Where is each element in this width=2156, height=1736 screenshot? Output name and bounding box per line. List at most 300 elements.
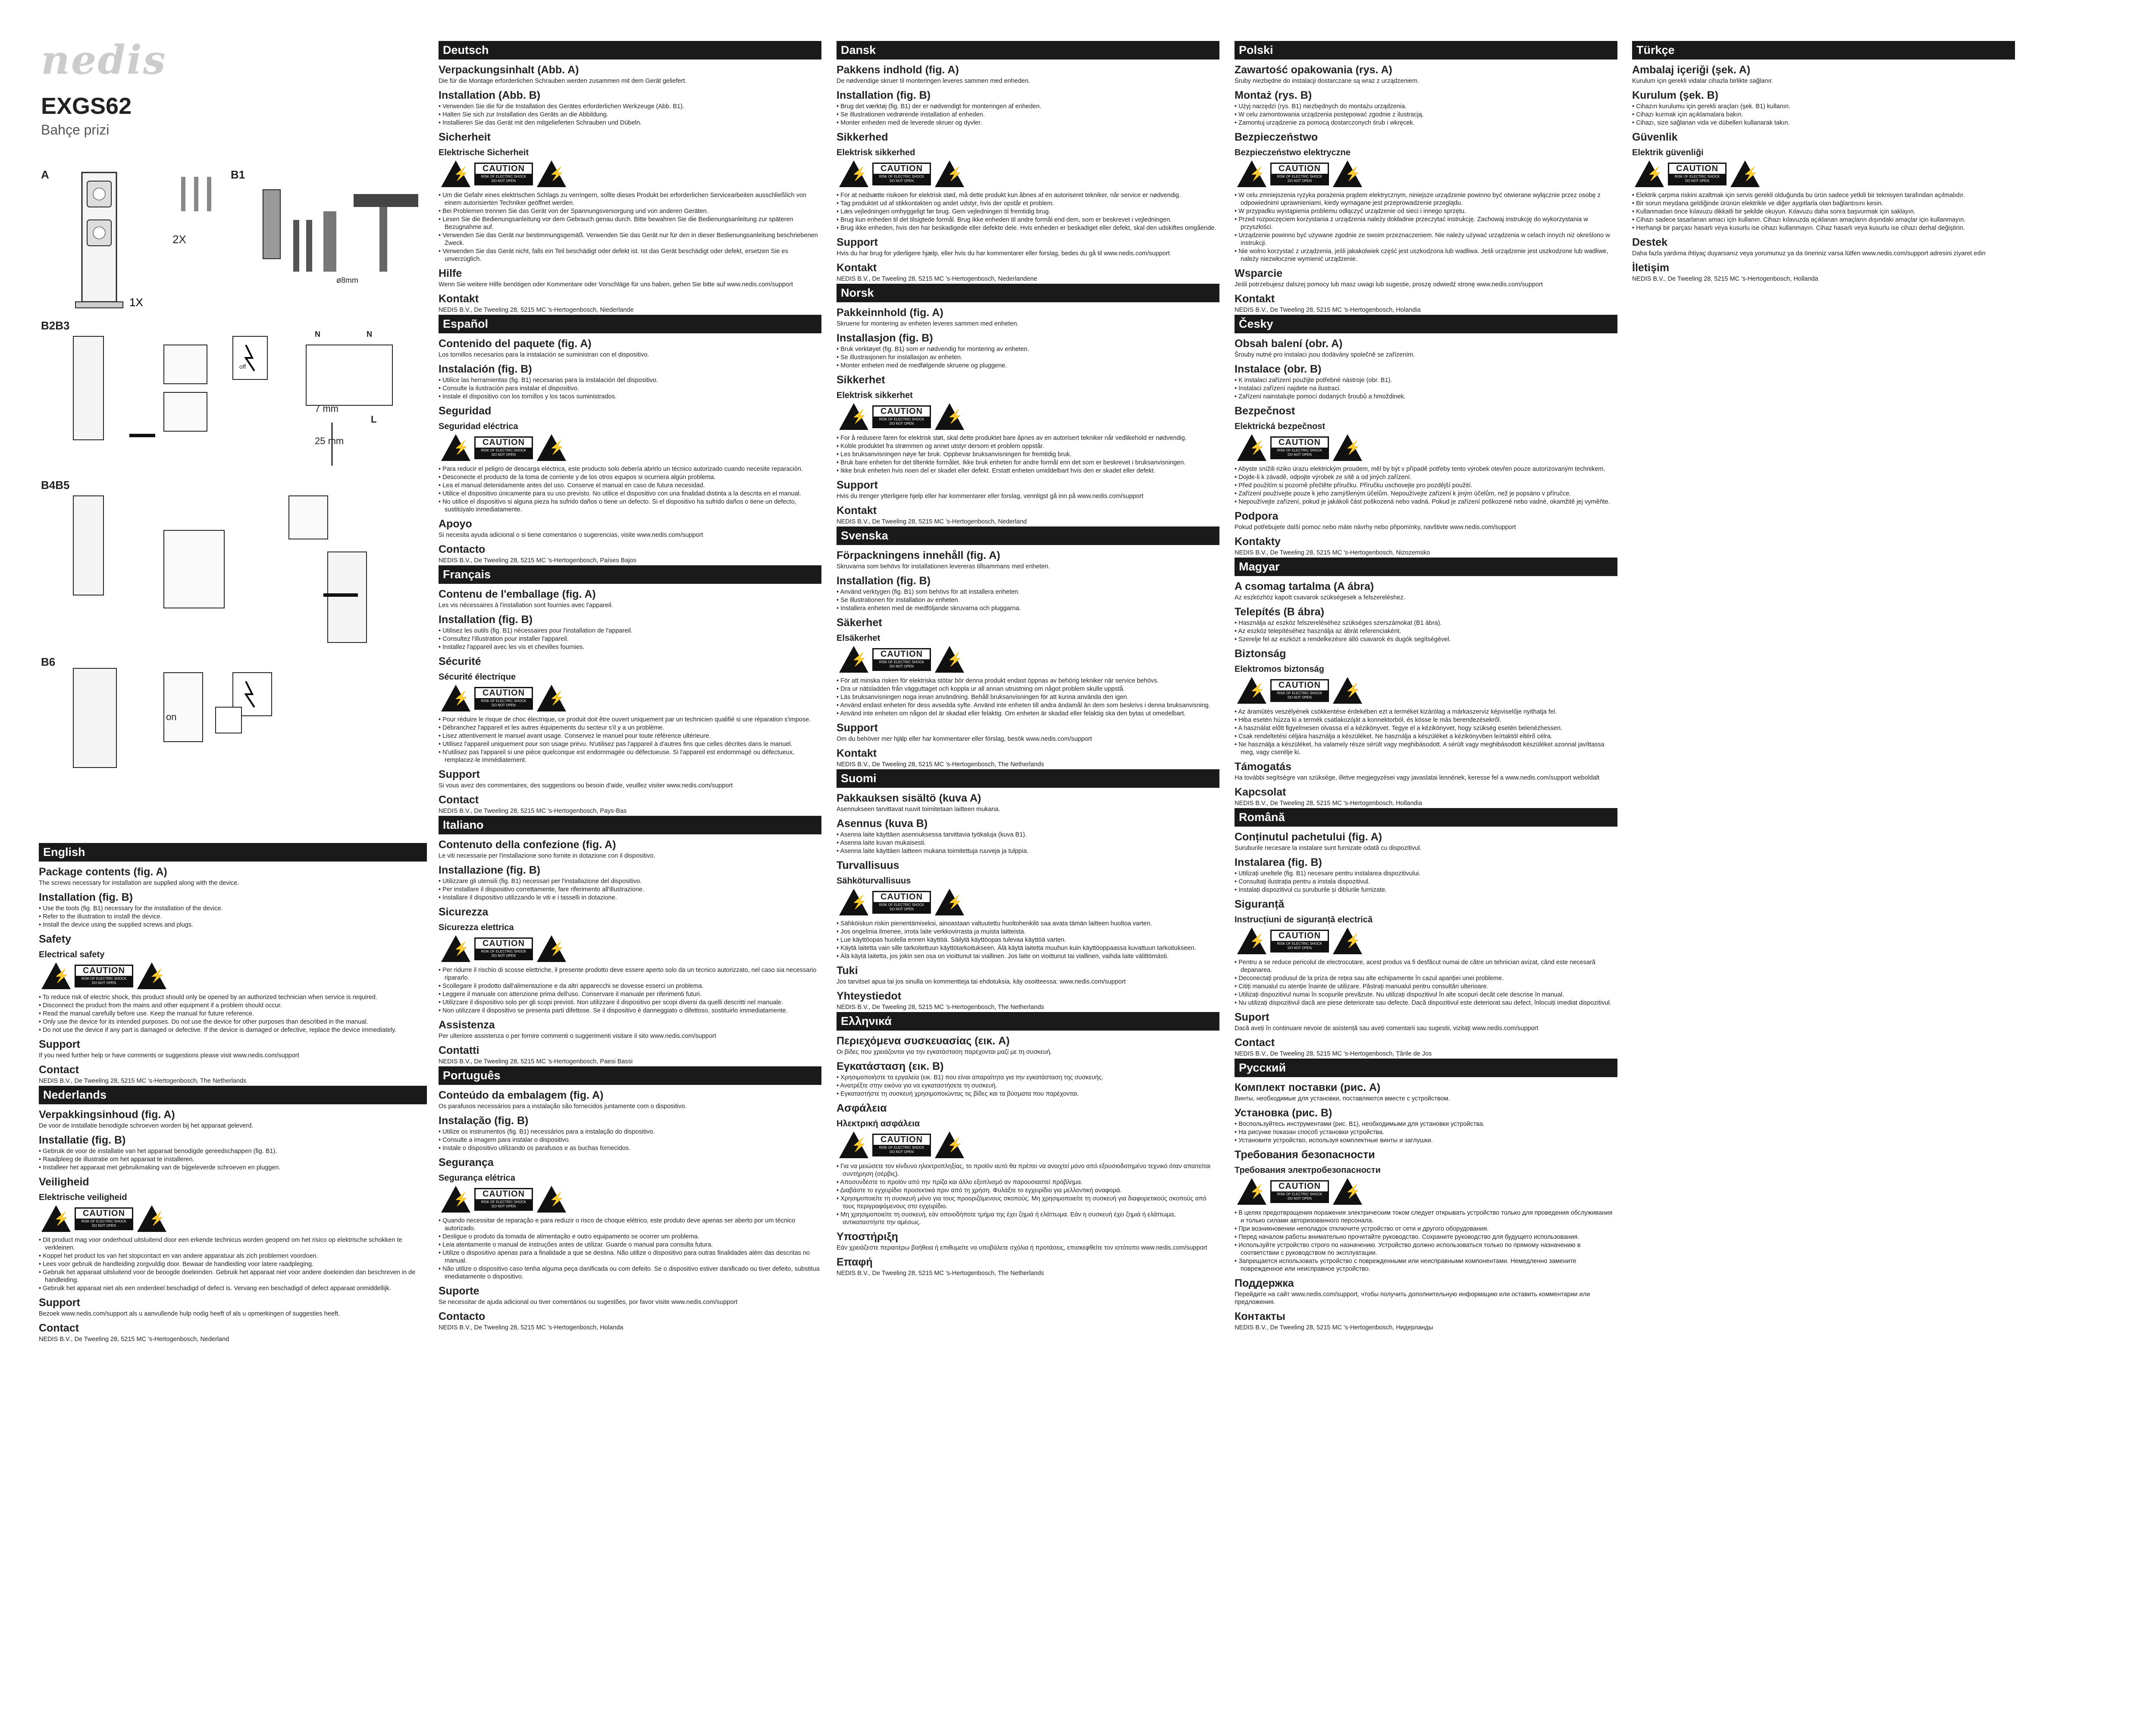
- list-item: • Brug ikke enheden, hvis den har beskadigede eller defekte dele. Hvis enheden er beskadiget eller defekt, skal den udskiftes omgående.: [837, 224, 1219, 232]
- paragraph: NEDIS B.V., De Tweeling 28, 5215 MC 's-Hertogenbosch, Holanda: [439, 1324, 624, 1331]
- list-item: • Disconnect the product from the mains and other equipment if a problem should occur.: [39, 1002, 427, 1009]
- list-item: • Desconecte el producto de la toma de corriente y de los otros equipos si ocurriera algún problema.: [439, 473, 821, 481]
- section-heading: Kapcsolat: [1235, 786, 1286, 798]
- paragraph: Daha fazla yardıma ihtiyaç duyarsanız veya yorumunuz ya da öneriniz varsa lütfen www.nedis.com/support adresini ziyaret edin: [1632, 250, 1986, 257]
- section-heading: Installation (fig. B): [837, 575, 931, 587]
- caution-box: [1270, 679, 1329, 702]
- warning-triangle-icon: ⚡: [1237, 677, 1266, 704]
- section-heading: Support: [39, 1297, 80, 1309]
- figure-label-b2b3: B2B3: [41, 319, 70, 332]
- list-item: • Se illustrasjonen for installasjon av enheten.: [837, 354, 1219, 361]
- figure-label-a: A: [41, 168, 49, 181]
- caution-heading: CAUTION: [1278, 680, 1321, 690]
- list-item: • Bir sorun meydana geldiğinde ürünün elektrikle ve diğer aygıtlarla olan bağlantısını kesin.: [1632, 200, 2015, 207]
- paragraph: Skruvarna som behövs för installationen levereras tillsammans med enheten.: [837, 563, 1050, 570]
- list-item: • Citiți manualul cu atenție înainte de utilizare. Păstrați manualul pentru consultări ulterioare.: [1235, 983, 1617, 990]
- subsection-heading: Sicurezza elettrica: [439, 923, 514, 932]
- list-item: • Installeer het apparaat met gebruikmaking van de bijgeleverde schroeven en pluggen.: [39, 1164, 427, 1172]
- section-heading: Contenu de l'emballage (fig. A): [439, 588, 596, 600]
- warning-triangle-icon: ⚡: [1333, 928, 1362, 954]
- list-item: • Brug det værktøj (fig. B1) der er nødvendigt for monteringen af enheden.: [837, 103, 1219, 110]
- section-heading: Kontakt: [837, 262, 877, 274]
- section-heading: Biztonság: [1235, 648, 1286, 660]
- list-item: • Utilisez l'appareil uniquement pour son usage prévu. N'utilisez pas l'appareil à d'autres fins que celles décrites dans le manuel.: [439, 740, 821, 748]
- caution-label: [41, 1205, 166, 1232]
- list-item: • Utilice las herramientas (fig. B1) necesarias para la instalación del dispositivo.: [439, 376, 821, 384]
- paragraph: NEDIS B.V., De Tweeling 28, 5215 MC 's-Hertogenbosch, Нидерланды: [1235, 1324, 1433, 1331]
- section-heading: Contenuto della confezione (fig. A): [439, 839, 616, 851]
- section-heading: Contact: [439, 794, 479, 806]
- warning-triangle-icon: ⚡: [441, 160, 470, 187]
- section-heading: Conținutul pachetului (fig. A): [1235, 831, 1382, 843]
- language-header: Svenska: [837, 526, 1219, 545]
- caution-line: DO NOT OPEN: [492, 1204, 516, 1208]
- list-item: • Utilizați uneltele (fig. B1) necesare pentru instalarea dispozitivului.: [1235, 870, 1617, 877]
- list-item: • Ανατρέξτε στην εικόνα για να εγκαταστήσετε τη συσκευή.: [837, 1082, 1219, 1090]
- list-item: • W celu zmniejszenia ryzyka porażenia prądem elektrycznym, niniejsze urządzenie powinno być otwierane wyłącznie przez osobę z odpowiednimi uprawnieniami, kiedy wymagane jest przeprowadzenie przeglądu.: [1235, 191, 1617, 207]
- list-item: • For at nedsætte risikoen for elektrisk stød, må dette produkt kun åbnes af en autoriseret tekniker, når service er nødvendig.: [837, 191, 1219, 199]
- list-item: • Nepoužívejte zařízení, pokud je jakákoli část poškozená nebo vadná. Pokud je zařízení poškozené nebo vadné, okamžitě jej vyměňte.: [1235, 498, 1617, 506]
- list-item: • Διαβάστε το εγχειρίδιο προσεκτικά πριν από τη χρήση. Φυλάξτε το εγχειρίδιο για μελλοντική αναφορά.: [837, 1187, 1219, 1194]
- list-item: • Szerelje fel az eszközt a rendelkezésre álló csavarok és dugók segítségével.: [1235, 636, 1617, 643]
- caution-line: RISK OF ELECTRIC SHOCK: [1277, 174, 1322, 179]
- section-heading: Telepítés (B ábra): [1235, 606, 1324, 618]
- figure-b4b5-mounting: [65, 487, 410, 647]
- caution-label: [839, 889, 964, 915]
- language-section: [837, 41, 1219, 283]
- list-item: • Cihazı, size sağlanan vida ve dübelleri kullanarak takın.: [1632, 119, 2015, 127]
- language-header: Italiano: [439, 816, 821, 834]
- section-heading: Sicherheit: [439, 131, 491, 143]
- list-item: • Χρησιμοποιείτε τη συσκευή μόνο για τους προοριζόμενους σκοπούς. Μη χρησιμοποιείτε τη συσκευή για διαφορετικούς σκοπούς από τους περιγραφόμενους στο εγχειρίδιο.: [837, 1195, 1219, 1210]
- section-heading: Säkerhet: [837, 617, 882, 629]
- section-heading: Pakkauksen sisältö (kuva A): [837, 792, 981, 804]
- paragraph: Hvis du har brug for yderligere hjælp, eller hvis du har kommentarer eller forslag, bedes du gå til www.nedis.com/support: [837, 250, 1170, 257]
- language-header: Română: [1235, 808, 1617, 827]
- section-heading: Destek: [1632, 236, 1667, 248]
- list-item: • Läs bruksanvisningen noga innan användning. Behåll bruksanvisningen för att kunna använda den igen.: [837, 693, 1219, 701]
- paragraph: If you need further help or have comments or suggestions please visit www.nedis.com/support: [39, 1052, 299, 1059]
- list-item: • Lees voor gebruik de handleiding zorgvuldig door. Bewaar de handleiding voor latere raadpleging.: [39, 1260, 427, 1268]
- list-item: • Installera enheten med de medföljande skruvarna och pluggarna.: [837, 605, 1219, 612]
- list-item: • На рисунке показан способ установки устройства.: [1235, 1128, 1617, 1136]
- section-heading: Instalación (fig. B): [439, 363, 532, 375]
- section-heading: Contact: [1235, 1037, 1275, 1049]
- screwdriver-icon: [306, 220, 312, 272]
- caution-line: DO NOT OPEN: [890, 179, 914, 183]
- caution-box: [474, 1188, 533, 1211]
- drill-size: ø8mm: [336, 276, 358, 285]
- caution-line: RISK OF ELECTRIC SHOCK: [481, 949, 526, 953]
- section-heading: Contacto: [439, 1310, 486, 1322]
- paragraph: Śruby niezbędne do instalacji dostarczane są wraz z urządzeniem.: [1235, 78, 1419, 85]
- caution-box: [1270, 930, 1329, 953]
- section-heading: İletişim: [1632, 262, 1670, 274]
- caution-line: DO NOT OPEN: [890, 421, 914, 426]
- caution-label: [1237, 434, 1362, 461]
- figure-a-socket-post: [65, 168, 237, 323]
- caution-body: [76, 976, 132, 986]
- section-heading: Conteúdo da embalagem (fig. A): [439, 1089, 604, 1101]
- list-item: • Read the manual carefully before use. Keep the manual for future reference.: [39, 1010, 427, 1018]
- caution-line: DO NOT OPEN: [492, 953, 516, 958]
- warning-triangle-icon: ⚡: [839, 646, 868, 673]
- section-heading: Package contents (fig. A): [39, 866, 167, 878]
- list-item: • Installare il dispositivo utilizzando le viti e i tasselli in dotazione.: [439, 894, 821, 902]
- list-item: • Only use the device for its intended purposes. Do not use the device for other purposes than described in the manual.: [39, 1018, 427, 1026]
- caution-box: [474, 436, 533, 459]
- caution-line: RISK OF ELECTRIC SHOCK: [879, 417, 924, 421]
- caution-body: [1272, 174, 1328, 184]
- list-item: • Urządzenie powinno być używane zgodnie ze swoim przeznaczeniem. Nie należy używać urządzenia w celach innych niż określono w instrukcji.: [1235, 232, 1617, 247]
- section-heading: Support: [837, 236, 878, 248]
- list-item: • Используйте устройство строго по назначению. Устройство должно использоваться только по прямому назначению в соответствии с руководством по эксплуатации.: [1235, 1241, 1617, 1257]
- list-item: • Använd verktygen (fig. B1) som behövs för att installera enheten.: [837, 588, 1219, 596]
- list-item: • Deconectați produsul de la priza de rețea sau alte echipamente în cazul apariției unei probleme.: [1235, 975, 1617, 982]
- list-item: • Desligue o produto da tomada de alimentação e outro equipamento se ocorrer um problema.: [439, 1233, 821, 1241]
- list-item: • Não utilize o dispositivo caso tenha alguma peça danificada ou com defeito. Se o dispositivo estiver danificado ou tiver defeito, substitua imediatamente o dispositivo.: [439, 1265, 821, 1281]
- paragraph: Šrouby nutné pro instalaci jsou dodávány společně se zařízením.: [1235, 351, 1415, 358]
- list-item: • Använd inte enheten om någon del är skadad eller felaktig. Om enheten är skadad eller felaktig ska den bytas ut omedelbart.: [837, 710, 1219, 718]
- list-item: • Zařízení používejte pouze k jeho zamýšleným účelům. Nepoužívejte zařízení k jiným účelům, než je popsáno v příručce.: [1235, 490, 1617, 498]
- paragraph: NEDIS B.V., De Tweeling 28, 5215 MC 's-Hertogenbosch, Nederland: [39, 1336, 229, 1343]
- section-heading: Förpackningens innehåll (fig. A): [837, 549, 1000, 561]
- list-item: • Verwenden Sie das Gerät nicht, falls ein Teil beschädigt oder defekt ist. Ist das Gerät beschädigt oder defekt, ersetzen Sie es unverzüglich.: [439, 248, 821, 263]
- warning-triangle-icon: ⚡: [441, 434, 470, 461]
- section-heading: Installasjon (fig. B): [837, 332, 933, 344]
- warning-triangle-icon: ⚡: [935, 646, 964, 673]
- subsection-heading: Electrical safety: [39, 950, 105, 959]
- warning-triangle-icon: ⚡: [839, 1131, 868, 1158]
- list-item: • Asenna laite kuvan mukaisesti.: [837, 839, 1219, 847]
- paragraph: NEDIS B.V., De Tweeling 28, 5215 MC 's-Hertogenbosch, The Netherlands: [837, 761, 1044, 768]
- paragraph: Die für die Montage erforderlichen Schrauben werden zusammen mit dem Gerät geliefert.: [439, 78, 687, 85]
- list-item: • For å redusere faren for elektrisk støt, skal dette produktet bare åpnes av en autorisert tekniker når vedlikehold er nødvendig.: [837, 434, 1219, 442]
- list-item: • Az áramütés veszélyének csökkentése érdekében ezt a terméket kizárólag a márkaszerviz képviselője nyithatja fel.: [1235, 708, 1617, 716]
- list-item: • Do not use the device if any part is damaged or defective. If the device is damaged or defective, replace the device immediately.: [39, 1026, 427, 1034]
- section-heading: Montaż (rys. B): [1235, 89, 1312, 101]
- figure-label-b1: B1: [231, 168, 245, 181]
- list-item: • Lue käyttöopas huolella ennen käyttöä. Säilytä käyttöopas tulevaa käyttöä varten.: [837, 936, 1219, 944]
- list-item: • Monter enheten med de medfølgende skruene og pluggene.: [837, 362, 1219, 370]
- list-item: • Refer to the illustration to install the device.: [39, 913, 427, 921]
- section-heading: Veiligheid: [39, 1176, 89, 1188]
- section-heading: Contact: [39, 1064, 79, 1076]
- section-heading: Sicurezza: [439, 906, 489, 918]
- warning-triangle-icon: ⚡: [935, 1131, 964, 1158]
- list-item: • Lea el manual detenidamente antes del uso. Conserve el manual en caso de futura necesidad.: [439, 482, 821, 489]
- section-heading: Contacto: [439, 543, 486, 555]
- section-heading: Installazione (fig. B): [439, 864, 541, 876]
- section-heading: Περιεχόμενα συσκευασίας (εικ. A): [837, 1035, 1010, 1047]
- list-item: • Brug kun enheden til det tilsigtede formål. Brug ikke enheden til andre formål end dem, som er beskrevet i vejledningen.: [837, 216, 1219, 224]
- list-item: • Consultez l'illustration pour installer l'appareil.: [439, 635, 821, 643]
- screwdriver-icon: [293, 220, 299, 272]
- section-heading: Safety: [39, 933, 72, 945]
- list-item: • Utilizzare il dispositivo solo per gli scopi previsti. Non utilizzare il dispositivo per scopi diversi da quelli descritti nel manuale.: [439, 999, 821, 1006]
- terminal-l-label: L: [371, 414, 377, 425]
- caution-heading: CAUTION: [482, 163, 525, 173]
- caution-line: RISK OF ELECTRIC SHOCK: [879, 902, 924, 907]
- language-section: [837, 769, 1219, 1011]
- paragraph: Az eszközhöz kapott csavarok szükségesek a felszereléshez.: [1235, 594, 1405, 601]
- section-heading: Installation (Abb. B): [439, 89, 541, 101]
- section-heading: Kontakt: [439, 293, 479, 305]
- section-heading: Support: [837, 479, 878, 491]
- warning-triangle-icon: ⚡: [41, 962, 71, 989]
- caution-box: [1668, 163, 1727, 185]
- figure-b2b3-wiring: [65, 328, 410, 474]
- caution-line: RISK OF ELECTRIC SHOCK: [481, 699, 526, 703]
- hammer-icon: [354, 194, 418, 207]
- list-item: • Cihazın kurulumu için gerekli araçları (şek. B1) kullanın.: [1632, 103, 2015, 110]
- paragraph: Skruene for montering av enheten leveres sammen med enheten.: [837, 320, 1019, 327]
- section-heading: Ambalaj içeriği (şek. A): [1632, 64, 1751, 76]
- brand-logo: nedis: [41, 37, 167, 83]
- subsection-heading: Elektrische veiligheid: [39, 1193, 127, 1202]
- language-section: [1235, 315, 1617, 557]
- subsection-heading: Ηλεκτρική ασφάλεια: [837, 1119, 920, 1128]
- section-heading: Ασφάλεια: [837, 1102, 887, 1114]
- warning-triangle-icon: ⚡: [137, 962, 166, 989]
- section-heading: Contenido del paquete (fig. A): [439, 338, 592, 350]
- list-item: • N'utilisez pas l'appareil si une pièce quelconque est endommagée ou défectueuse. Si l'appareil est endommagé ou défectueux, remplacez-le immédiatement.: [439, 749, 821, 764]
- list-item: • Les bruksanvisningen nøye før bruk. Oppbevar bruksanvisningen for fremtidig bruk.: [837, 451, 1219, 458]
- paragraph: Os parafusos necessários para a instalação são fornecidos juntamente com o dispositivo.: [439, 1103, 687, 1110]
- list-item: • Se illustrationen för installation av enheten.: [837, 596, 1219, 604]
- list-item: • Asenna laite käyttäen laitteen mukana toimitettuja ruuveja ja tulppia.: [837, 847, 1219, 855]
- subsection-heading: Elsäkerhet: [837, 633, 881, 643]
- caution-box: [872, 405, 931, 428]
- caution-body: [874, 1145, 930, 1155]
- caution-line: DO NOT OPEN: [492, 703, 516, 707]
- language-header: Česky: [1235, 315, 1617, 333]
- caution-body: [76, 1219, 132, 1229]
- section-heading: Verpakkingsinhoud (fig. A): [39, 1109, 175, 1121]
- caution-label: [839, 160, 964, 187]
- list-item: • Dit product mag voor onderhoud uitsluitend door een erkende technicus worden geopend om het risico op elektrische schokken te verkleinen.: [39, 1236, 427, 1252]
- list-item: • Installez l'appareil avec les vis et chevilles fournies.: [439, 643, 821, 651]
- caution-body: [1272, 941, 1328, 951]
- terminal-n-label-2: N: [367, 330, 372, 338]
- list-item: • Gebruik het apparaat uitsluitend voor de beoogde doeleinden. Gebruik het apparaat niet voor andere doeleinden dan beschreven in de handleiding.: [39, 1269, 427, 1284]
- list-item: • W celu zamontowania urządzenia postępować zgodnie z ilustracją.: [1235, 111, 1617, 119]
- list-item: • W przypadku wystąpienia problemu odłączyć urządzenie od sieci i innego sprzętu.: [1235, 207, 1617, 215]
- caution-line: RISK OF ELECTRIC SHOCK: [1277, 941, 1322, 946]
- list-item: • Installieren Sie das Gerät mit den mitgelieferten Schrauben und Dübeln.: [439, 119, 821, 127]
- caution-box: [872, 1134, 931, 1156]
- list-item: • Halten Sie sich zur Installation des Geräts an die Abbildung.: [439, 111, 821, 119]
- caution-line: DO NOT OPEN: [890, 907, 914, 911]
- caution-line: DO NOT OPEN: [92, 1223, 116, 1228]
- caution-line: DO NOT OPEN: [92, 981, 116, 985]
- caution-box: [474, 163, 533, 185]
- section-heading: Installatie (fig. B): [39, 1134, 126, 1146]
- language-header: Ελληνικά: [837, 1012, 1219, 1031]
- paragraph: NEDIS B.V., De Tweeling 28, 5215 MC 's-Hertogenbosch, Țările de Jos: [1235, 1050, 1432, 1057]
- caution-heading: CAUTION: [1278, 163, 1321, 173]
- list-item: • Instale o dispositivo utilizando os parafusos e as buchas fornecidos.: [439, 1144, 821, 1152]
- section-heading: Bezpečnost: [1235, 405, 1295, 417]
- paragraph: NEDIS B.V., De Tweeling 28, 5215 MC 's-Hertogenbosch, The Netherlands: [39, 1078, 247, 1084]
- caution-heading: CAUTION: [82, 1208, 125, 1218]
- paragraph: Șuruburile necesare la instalare sunt furnizate odată cu dispozitivul.: [1235, 845, 1422, 852]
- figure-b1-tools: [254, 177, 427, 289]
- list-item: • Consulte a imagem para instalar o dispositivo.: [439, 1136, 821, 1144]
- list-item: • Χρησιμοποιήστε τα εργαλεία (εικ. B1) που είναι απαραίτητα για την εγκατάσταση της συσκευής.: [837, 1074, 1219, 1081]
- language-section: [39, 843, 427, 1085]
- list-item: • Ikke bruk enheten hvis noen del er skadet eller defekt. Erstatt enheten umiddelbart hvis den er skadet eller defekt.: [837, 467, 1219, 475]
- caution-box: [75, 965, 133, 987]
- list-item: • Użyj narzędzi (rys. B1) niezbędnych do montażu urządzenia.: [1235, 103, 1617, 110]
- language-section: [439, 816, 821, 1065]
- caution-line: RISK OF ELECTRIC SHOCK: [81, 1219, 127, 1223]
- section-heading: Kurulum (şek. B): [1632, 89, 1719, 101]
- caution-label: [441, 935, 566, 962]
- qty-2x: 2X: [172, 233, 186, 246]
- warning-triangle-icon: ⚡: [441, 1186, 470, 1213]
- list-item: • To reduce risk of electric shock, this product should only be opened by an authorized technician when service is required.: [39, 993, 427, 1001]
- list-item: • Przed rozpoczęciem korzystania z urządzenia należy dokładnie przeczytać instrukcję. Zachowaj instrukcję do wykorzystania w przyszłości.: [1235, 216, 1617, 231]
- paragraph: Per ulteriore assistenza o per fornire commenti o suggerimenti visitare il sito www.nedis.com/support: [439, 1033, 716, 1040]
- warning-triangle-icon: ⚡: [537, 685, 566, 711]
- list-item: • При возникновении неполадок отключите устройство от сети и другого оборудования.: [1235, 1225, 1617, 1233]
- caution-line: RISK OF ELECTRIC SHOCK: [481, 1200, 526, 1204]
- caution-heading: CAUTION: [1676, 163, 1719, 173]
- list-item: • Használja az eszköz felszereléséhez szükséges szerszámokat (B1 ábra).: [1235, 619, 1617, 627]
- switch-off-label: off: [239, 363, 246, 370]
- language-section: [439, 565, 821, 815]
- section-heading: Apoyo: [439, 518, 472, 530]
- caution-line: RISK OF ELECTRIC SHOCK: [1277, 691, 1322, 695]
- qty-1x: 1X: [129, 296, 143, 309]
- list-item: • Αποσυνδέστε το προϊόν από την πρίζα και άλλο εξοπλισμό αν παρουσιαστεί πρόβλημα.: [837, 1178, 1219, 1186]
- list-item: • Tag produktet ud af stikkontakten og andet udstyr, hvis der opstår et problem.: [837, 200, 1219, 207]
- warning-triangle-icon: ⚡: [137, 1205, 166, 1232]
- section-heading: Asennus (kuva B): [837, 818, 928, 830]
- language-header: Magyar: [1235, 558, 1617, 576]
- warning-triangle-icon: ⚡: [41, 1205, 71, 1232]
- list-item: • Az eszköz telepítéséhez használja az ábrát referenciaként.: [1235, 627, 1617, 635]
- caution-label: [1237, 928, 1362, 954]
- paragraph: Pokud potřebujete další pomoc nebo máte návrhy nebo připomínky, navštivte www.nedis.com/support: [1235, 524, 1516, 531]
- warning-triangle-icon: ⚡: [537, 1186, 566, 1213]
- list-item: • Gebruik de voor de installatie van het apparaat benodigde gereedschappen (fig. B1).: [39, 1147, 427, 1155]
- paragraph: De voor de installatie benodigde schroeven worden bij het apparaat geleverd.: [39, 1122, 254, 1129]
- caution-line: RISK OF ELECTRIC SHOCK: [879, 660, 924, 664]
- caution-label: [1237, 677, 1362, 704]
- list-item: • Sähköiskun riskin pienentämiseksi, ainoastaan valtuutettu huoltohenkilö saa avata tämän laitteen huoltoa varten.: [837, 920, 1219, 928]
- language-section: [837, 1012, 1219, 1277]
- list-item: • Dra ur nätsladden från vägguttaget och koppla ur all annan utrustning om något problem skulle uppstå.: [837, 685, 1219, 693]
- caution-line: RISK OF ELECTRIC SHOCK: [481, 174, 526, 179]
- section-heading: Suporte: [439, 1285, 479, 1297]
- caution-body: [476, 448, 532, 458]
- paragraph: Ha további segítségre van szüksége, illetve megjegyzései vagy javaslatai lennének, keresse fel a www.nedis.com/support weboldalt: [1235, 774, 1600, 781]
- section-heading: Support: [39, 1038, 80, 1050]
- language-section: [837, 526, 1219, 768]
- list-item: • Scollegare il prodotto dall'alimentazione e da altri apparecchi se dovesse esserci un problema.: [439, 982, 821, 990]
- language-header: Français: [439, 565, 821, 584]
- section-heading: Kontakt: [1235, 293, 1275, 305]
- paragraph: NEDIS B.V., De Tweeling 28, 5215 MC 's-Hertogenbosch, Paesi Bassi: [439, 1058, 633, 1065]
- section-heading: Verpackungsinhalt (Abb. A): [439, 64, 579, 76]
- language-section: [837, 284, 1219, 526]
- paragraph: Dacă aveți în continuare nevoie de asistență sau aveți comentarii sau sugestii, vizitați www.nedis.com/support: [1235, 1025, 1539, 1032]
- warning-triangle-icon: ⚡: [935, 889, 964, 915]
- caution-heading: CAUTION: [482, 938, 525, 948]
- warning-triangle-icon: ⚡: [441, 685, 470, 711]
- caution-label: [1237, 1178, 1362, 1205]
- drill-icon: [263, 190, 280, 259]
- list-item: • Abyste snížili riziko úrazu elektrickým proudem, měl by být v případě potřeby tento výrobek otevřen pouze autorizovaným technikem.: [1235, 465, 1617, 473]
- caution-box: [872, 648, 931, 671]
- list-item: • Μη χρησιμοποιείτε τη συσκευή, εάν οποιοδήποτε τμήμα της έχει ζημιά ή ελάττωμα. Εάν η συσκευή έχει ζημιά ή ελάττωμα, αντικαταστήστε την αμέσως.: [837, 1211, 1219, 1226]
- caution-line: DO NOT OPEN: [1288, 946, 1312, 950]
- list-item: • För att minska risken för elektriska stötar bör denna produkt endast öppnas av behörig tekniker när service behövs.: [837, 677, 1219, 685]
- model-number: EXGS62: [41, 93, 132, 119]
- paragraph: Jeśli potrzebujesz dalszej pomocy lub masz uwagi lub sugestie, proszę odwiedź stronę www.nedis.com/support: [1235, 281, 1543, 288]
- language-section: [439, 315, 821, 564]
- section-heading: Zawartość opakowania (rys. A): [1235, 64, 1392, 76]
- list-item: • Verwenden Sie das Gerät nur bestimmungsgemäß. Verwenden Sie das Gerät nur für den in dieser Bedienungsanleitung beschriebenen Zweck.: [439, 232, 821, 247]
- caution-heading: CAUTION: [880, 649, 923, 659]
- section-heading: Segurança: [439, 1156, 494, 1169]
- section-heading: Installation (fig. B): [439, 614, 533, 626]
- paragraph: Bezoek www.nedis.com/support als u aanvullende hulp nodig heeft of als u opmerkingen of suggesties heeft.: [39, 1310, 340, 1317]
- section-heading: Εγκατάσταση (εικ. B): [837, 1060, 944, 1072]
- list-item: • Gebruik het apparaat niet als een onderdeel beschadigd of defect is. Vervang een beschadigd of defect apparaat onmiddellijk.: [39, 1285, 427, 1292]
- warning-triangle-icon: ⚡: [1333, 677, 1362, 704]
- list-item: • Bei Problemen trennen Sie das Gerät von der Spannungsversorgung und von anderen Geräten.: [439, 207, 821, 215]
- language-section: [1235, 41, 1617, 314]
- section-heading: Contact: [39, 1322, 79, 1334]
- section-heading: Instalação (fig. B): [439, 1115, 529, 1127]
- section-heading: Kontakt: [837, 747, 877, 759]
- list-item: • Kullanmadan önce kılavuzu dikkatli bir şekilde okuyun. Kılavuzu daha sonra başvurmak için saklayın.: [1632, 208, 2015, 216]
- caution-heading: CAUTION: [880, 163, 923, 173]
- caution-heading: CAUTION: [82, 965, 125, 975]
- list-item: • Leggere il manuale con attenzione prima dell'uso. Conservare il manuale per riferimenti futuri.: [439, 990, 821, 998]
- warning-triangle-icon: ⚡: [1333, 160, 1362, 187]
- figure-b6-switch-on: [65, 664, 410, 776]
- list-item: • No utilice el dispositivo si alguna pieza ha sufrido daños o tiene un defecto. Si el dispositivo ha sufrido daños o tiene un defecto, sustitúyalo inmediatamente.: [439, 498, 821, 514]
- subsection-heading: Elektrisk sikkerhed: [837, 148, 915, 157]
- list-item: • Pentru a se reduce pericolul de electrocutare, acest produs va fi desfăcut numai de către un tehnician avizat, când este necesară depanarea.: [1235, 959, 1617, 974]
- list-item: • Εγκαταστήστε τη συσκευή χρησιμοποιώντας τις βίδες και τα βύσματα που παρέχονται.: [837, 1090, 1219, 1098]
- paragraph: NEDIS B.V., De Tweeling 28, 5215 MC 's-Hertogenbosch, Nizozemsko: [1235, 549, 1430, 556]
- list-item: • Utilisez les outils (fig. B1) nécessaires pour l'installation de l'appareil.: [439, 627, 821, 635]
- paragraph: Wenn Sie weitere Hilfe benötigen oder Kommentare oder Vorschläge für uns haben, gehen Sie bitte auf www.nedis.com/support: [439, 281, 793, 288]
- caution-box: [1270, 1180, 1329, 1203]
- caution-heading: CAUTION: [482, 437, 525, 447]
- caution-label: [1237, 160, 1362, 187]
- terminal-n-label: N: [315, 330, 320, 338]
- product-subtitle: Bahçe prizi: [41, 122, 110, 138]
- caution-heading: CAUTION: [1278, 931, 1321, 940]
- list-item: • K instalaci zařízení použijte potřebné nástroje (obr. B1).: [1235, 376, 1617, 384]
- warning-triangle-icon: ⚡: [935, 403, 964, 430]
- caution-line: DO NOT OPEN: [1685, 179, 1709, 183]
- paragraph: Si necesita ayuda adicional o si tiene comentarios o sugerencias, visite www.nedis.com/support: [439, 532, 703, 539]
- list-item: • Débranchez l'appareil et les autres équipements du secteur s'il y a un problème.: [439, 724, 821, 732]
- language-header: Español: [439, 315, 821, 333]
- caution-heading: CAUTION: [1278, 437, 1321, 447]
- subsection-heading: Instrucțiuni de siguranță electrică: [1235, 915, 1373, 924]
- warning-triangle-icon: ⚡: [839, 160, 868, 187]
- caution-line: DO NOT OPEN: [890, 1150, 914, 1154]
- caution-line: RISK OF ELECTRIC SHOCK: [1674, 174, 1720, 179]
